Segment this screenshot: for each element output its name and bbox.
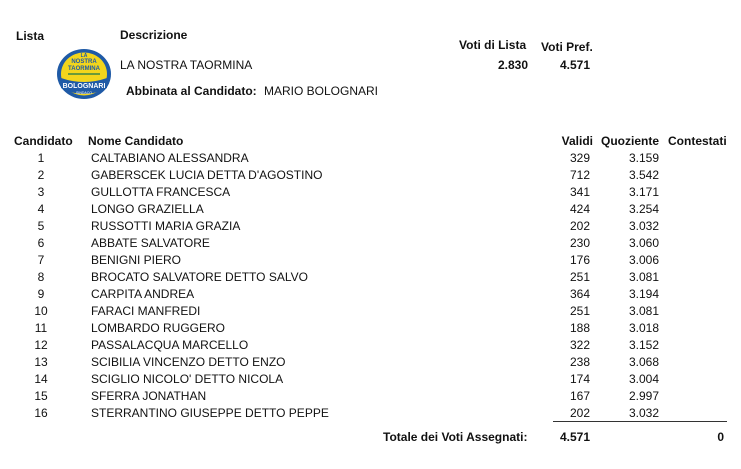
- candidate-name: LOMBARDO RUGGERO: [91, 321, 226, 335]
- candidate-number: 9: [37, 287, 45, 301]
- candidate-name: CARPITA ANDREA: [91, 287, 195, 301]
- candidate-quoziente: 3.081: [628, 270, 659, 284]
- candidate-validi: 364: [569, 287, 590, 301]
- candidate-quoziente: 3.032: [628, 219, 659, 233]
- candidate-name: SCIGLIO NICOLO' DETTO NICOLA: [91, 372, 284, 386]
- candidate-validi: 230: [569, 236, 590, 250]
- candidate-name: GABERSCEK LUCIA DETTA D'AGOSTINO: [91, 168, 323, 182]
- table-row: [0, 202, 741, 219]
- candidate-quoziente: 3.004: [628, 372, 659, 386]
- candidate-validi: 176: [569, 253, 590, 267]
- candidate-name: GULLOTTA FRANCESCA: [91, 185, 231, 199]
- candidate-quoziente: 3.081: [628, 304, 659, 318]
- candidate-number: 6: [37, 236, 45, 250]
- table-row: [0, 321, 741, 338]
- candidate-number: 10: [34, 304, 48, 318]
- candidate-number: 12: [34, 338, 48, 352]
- descrizione-label: Descrizione: [120, 28, 188, 42]
- voti-pref-label: Voti Pref.: [541, 40, 593, 54]
- voti-pref-value: 4.571: [559, 58, 590, 72]
- lista-label: Lista: [16, 29, 45, 43]
- table-row: [0, 253, 741, 270]
- candidate-validi: 712: [569, 168, 590, 182]
- candidate-validi: 238: [569, 355, 590, 369]
- totals-validi: 4.571: [559, 430, 590, 444]
- candidate-validi: 329: [569, 151, 590, 165]
- voti-lista-value: 2.830: [497, 58, 528, 72]
- candidate-quoziente: 3.254: [628, 202, 659, 216]
- candidate-name: BENIGNI PIERO: [91, 253, 182, 267]
- abbinata-label: Abbinata al Candidato:: [126, 84, 257, 98]
- logo-text-1: LA: [80, 53, 88, 59]
- candidate-name: STERRANTINO GIUSEPPE DETTO PEPPE: [91, 406, 329, 420]
- col-quoziente-header: Quoziente: [601, 134, 660, 148]
- table-row: [0, 389, 741, 406]
- list-logo: [56, 48, 112, 100]
- candidate-number: 1: [37, 151, 45, 165]
- table-row: [0, 287, 741, 304]
- table-row: [0, 151, 741, 168]
- voti-lista-label: Voti di Lista: [459, 38, 527, 52]
- candidate-validi: 167: [569, 389, 590, 403]
- candidate-validi: 251: [569, 304, 590, 318]
- candidate-name: FARACI MANFREDI: [91, 304, 201, 318]
- candidate-validi: 202: [569, 219, 590, 233]
- candidate-number: 8: [37, 270, 45, 284]
- candidate-validi: 251: [569, 270, 590, 284]
- candidate-number: 13: [34, 355, 48, 369]
- candidate-name: CALTABIANO ALESSANDRA: [91, 151, 249, 165]
- candidate-quoziente: 3.068: [628, 355, 659, 369]
- candidate-name: SCIBILIA VINCENZO DETTO ENZO: [91, 355, 286, 369]
- candidate-name: PASSALACQUA MARCELLO: [91, 338, 249, 352]
- candidate-name: BROCATO SALVATORE DETTO SALVO: [91, 270, 308, 284]
- candidate-number: 15: [34, 389, 48, 403]
- candidate-quoziente: 3.171: [628, 185, 659, 199]
- candidate-number: 5: [37, 219, 45, 233]
- logo-text-4: BOLOGNARI: [62, 83, 106, 90]
- table-row: [0, 372, 741, 389]
- candidate-quoziente: 3.152: [628, 338, 659, 352]
- candidate-name: RUSSOTTI MARIA GRAZIA: [91, 219, 241, 233]
- candidate-number: 16: [34, 406, 48, 420]
- table-row: [0, 219, 741, 236]
- table-row: [0, 304, 741, 321]
- table-row: [0, 185, 741, 202]
- logo-text-2: NOSTRA: [71, 59, 97, 65]
- abbinata-candidate: MARIO BOLOGNARI: [264, 84, 379, 98]
- candidate-validi: 202: [569, 406, 590, 420]
- candidate-validi: 174: [569, 372, 590, 386]
- candidate-number: 7: [37, 253, 45, 267]
- logo-text-5: SINDACO: [76, 91, 92, 95]
- candidate-validi: 188: [569, 321, 590, 335]
- candidate-number: 11: [34, 321, 48, 335]
- list-name: LA NOSTRA TAORMINA: [120, 58, 253, 72]
- candidate-quoziente: 3.159: [628, 151, 659, 165]
- totals-divider: [553, 421, 727, 422]
- candidate-number: 3: [37, 185, 45, 199]
- candidate-validi: 341: [569, 185, 590, 199]
- totals-label: Totale dei Voti Assegnati:: [383, 430, 528, 444]
- col-nome-header: Nome Candidato: [88, 134, 184, 148]
- candidate-validi: 424: [569, 202, 590, 216]
- candidate-quoziente: 3.018: [628, 321, 659, 335]
- candidate-name: SFERRA JONATHAN: [91, 389, 207, 403]
- table-row: [0, 355, 741, 372]
- table-row: [0, 270, 741, 287]
- candidate-quoziente: 2.997: [628, 389, 659, 403]
- table-row: [0, 338, 741, 355]
- totals-contestati: 0: [717, 430, 724, 444]
- candidate-number: 14: [34, 372, 48, 386]
- table-row: [0, 236, 741, 253]
- candidate-number: 4: [37, 202, 45, 216]
- col-validi-header: Validi: [561, 134, 593, 148]
- col-contestati-header: Contestati: [668, 134, 727, 148]
- logo-text-3: TAORMINA: [68, 66, 100, 72]
- candidate-name: LONGO GRAZIELLA: [91, 202, 204, 216]
- candidate-quoziente: 3.006: [628, 253, 659, 267]
- candidate-quoziente: 3.194: [628, 287, 659, 301]
- table-row: [0, 168, 741, 185]
- candidate-quoziente: 3.542: [628, 168, 659, 182]
- col-candidato-header: Candidato: [14, 134, 73, 148]
- candidate-name: ABBATE SALVATORE: [91, 236, 210, 250]
- candidate-number: 2: [37, 168, 45, 182]
- candidate-quoziente: 3.060: [628, 236, 659, 250]
- candidate-quoziente: 3.032: [628, 406, 659, 420]
- candidate-validi: 322: [569, 338, 590, 352]
